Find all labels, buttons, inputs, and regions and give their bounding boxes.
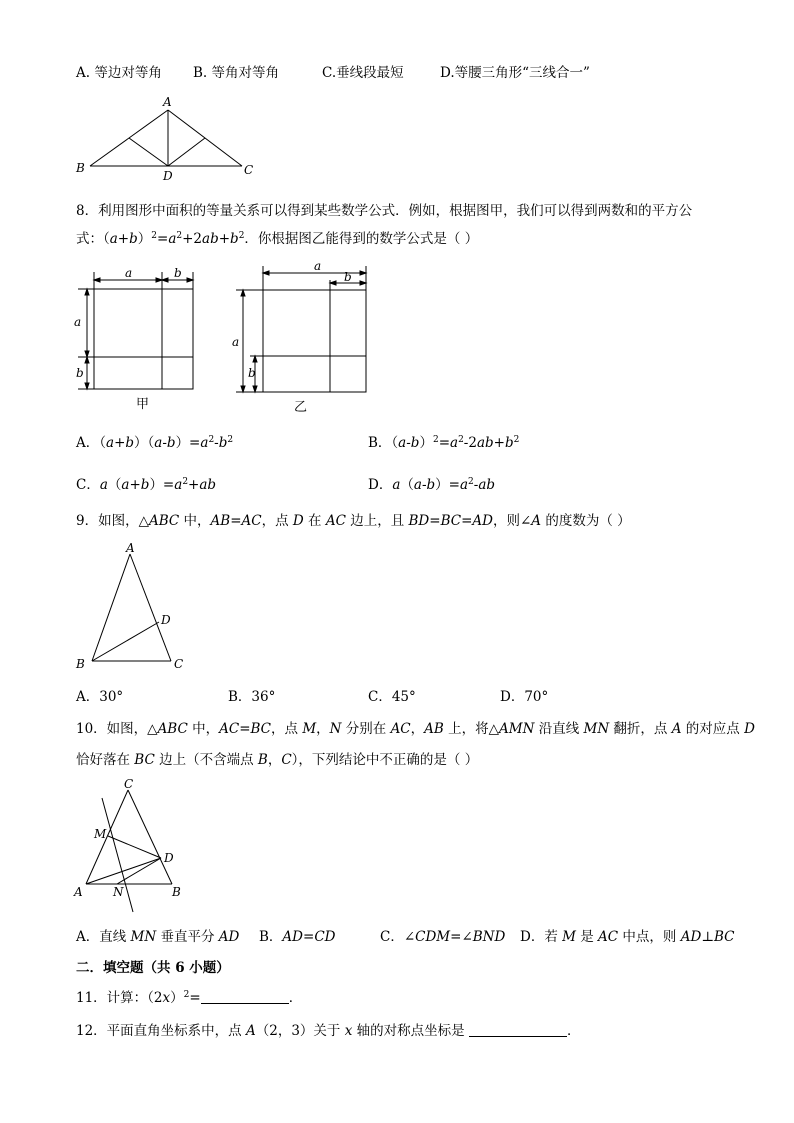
q10-option-c: C．∠CDM=∠BND <box>380 929 506 945</box>
q8-stem-line2: 式：$(a+b)^2=a^2+2ab+b^2$．你根据图乙能得到的数学公式是（ ） <box>76 231 479 247</box>
q9-label-b: B <box>76 657 85 671</box>
q9-edge-ab <box>92 554 130 661</box>
q7-brace-left <box>129 138 168 166</box>
q8-option-d: D．$a(a-b)=a^2-ab$ <box>368 477 496 493</box>
q11-answer-blank[interactable] <box>201 990 289 1004</box>
q10-label-c: C <box>124 777 134 791</box>
yi-label-a-top: a <box>314 259 322 273</box>
q8-option-c: C．$a(a+b)=a^2+ab$ <box>76 477 217 493</box>
q9-edge-bd <box>92 622 159 661</box>
q12-stem: 12．平面直角坐标系中，点 A（2，3）关于 x 轴的对称点坐标是 ． <box>76 1023 581 1039</box>
q9-label-d: D <box>161 613 171 627</box>
q10-option-d: D．若 M 是 AC 中点，则 AD⊥BC <box>520 929 735 945</box>
q7-figure <box>70 92 270 184</box>
q9-option-a: A．30° <box>76 689 124 705</box>
jia-label-a-left: a <box>74 315 82 329</box>
q10-stem-line2: 恰好落在 BC 边上（不含端点 B，C），下列结论中不正确的是（ ） <box>76 752 479 768</box>
q9-option-c: C．45° <box>368 689 416 705</box>
jia-label-a-top: a <box>125 266 133 280</box>
q10-stem-line1: 10．如图，△ABC 中，AC=BC，点 M，N 分别在 AC，AB 上，将△AMN 沿直线 MN 翻折，点 A 的对应点 D <box>76 721 755 737</box>
q10-label-n: N <box>113 885 124 899</box>
q7-label-c: C <box>244 163 254 177</box>
q10-figure <box>70 776 195 914</box>
q7-label-a: A <box>163 95 172 109</box>
q9-figure <box>70 540 200 676</box>
q8-figure-yi <box>228 258 378 418</box>
q8-stem-line1: 8．利用图形中面积的等量关系可以得到某些数学公式．例如，根据图甲，我们可以得到两数和的平方公 <box>76 203 693 219</box>
q9-option-b: B．36° <box>228 689 276 705</box>
q7-option-d: D.等腰三角形“三线合一” <box>440 65 590 81</box>
q10-edge-bc <box>128 790 172 884</box>
yi-square <box>263 290 366 392</box>
yi-label-b-top: b <box>344 270 352 284</box>
q7-option-b: B. 等角对等角 <box>193 65 280 81</box>
q7-option-a: A. 等边对等角 <box>76 65 162 81</box>
q9-label-c: C <box>174 657 184 671</box>
q7-label-d: D <box>163 169 173 183</box>
jia-label-b-left: b <box>76 366 84 380</box>
q7-option-c: C.垂线段最短 <box>322 65 404 81</box>
q10-label-m: M <box>94 827 107 841</box>
q10-option-a: A．直线 MN 垂直平分 AD <box>76 929 240 945</box>
q10-label-a: A <box>74 885 83 899</box>
jia-caption: 甲 <box>136 397 150 412</box>
q9-stem: 9．如图，△ABC 中，AB=AC，点 D 在 AC 边上，且 BD=BC=AD，则∠A 的度数为（ ） <box>76 513 631 529</box>
yi-label-a-left: a <box>232 335 240 349</box>
q9-edge-ac <box>130 554 171 661</box>
q12-answer-blank[interactable] <box>469 1023 567 1037</box>
q8-option-b: B．$(a-b)^2=a^2-2ab+b^2$ <box>368 435 520 451</box>
q11-stem: 11．计算：$(2x)^2=$ ． <box>76 990 303 1006</box>
jia-label-b-top: b <box>174 266 182 280</box>
q9-option-d: D．70° <box>500 689 549 705</box>
jia-square <box>94 289 193 389</box>
q8-figure-jia <box>72 262 202 412</box>
q10-label-b: B <box>172 885 181 899</box>
q9-label-a: A <box>126 541 135 555</box>
q7-label-b: B <box>76 161 85 175</box>
q7-brace-right <box>168 138 205 166</box>
q10-label-d: D <box>164 851 174 865</box>
yi-label-b-left: b <box>248 366 256 380</box>
q10-option-b: B．AD=CD <box>259 929 336 945</box>
q10-segment-md <box>108 836 161 858</box>
q8-option-a: A．$(a+b)(a-b)=a^2-b^2$ <box>76 435 234 451</box>
section-title-fill-in: 二．填空题（共 6 小题） <box>76 960 230 976</box>
yi-caption: 乙 <box>294 400 308 415</box>
